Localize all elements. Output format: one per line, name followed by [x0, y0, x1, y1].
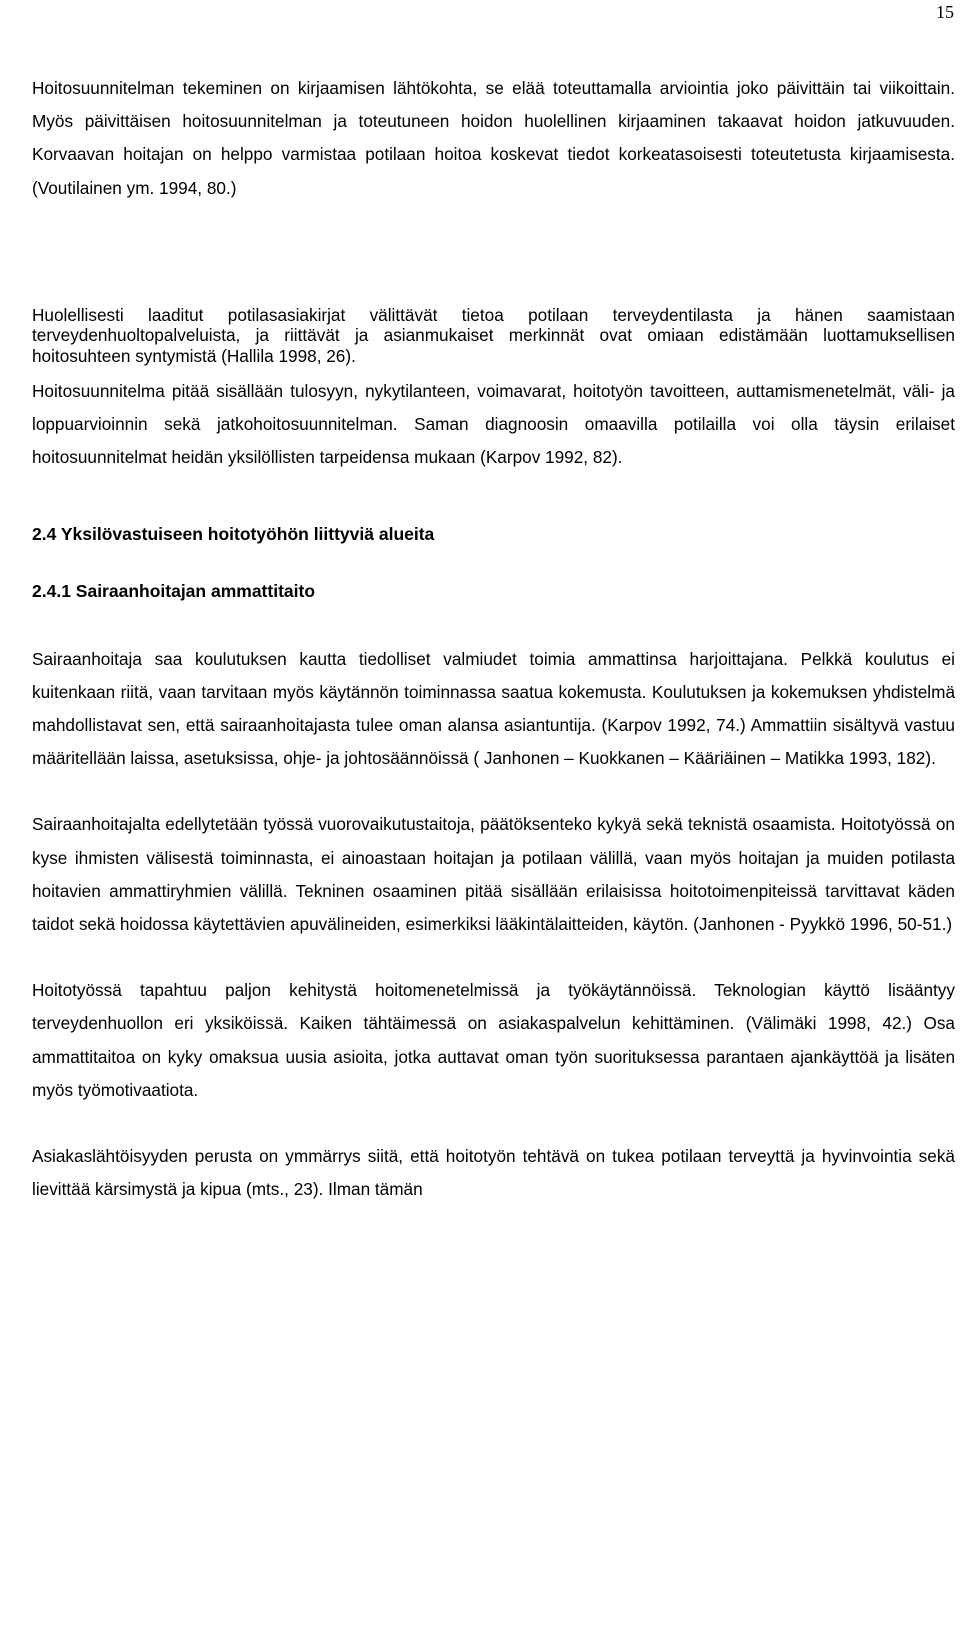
page-number: 15	[936, 2, 954, 22]
subsection-heading: 2.4.1 Sairaanhoitajan ammattitaito	[32, 580, 316, 601]
paragraph-5: Sairaanhoitajalta edellytetään työssä vuorovaikutustaitoja, päätöksenteko kykyä sekä teknistä osaamista. Hoitotyössä on kyse ihmisten välisestä toiminnasta, ei ainoastaan hoitajan ja potilaan välillä, vaan myös hoitajan ja muiden potilasta hoitavien ammattiryhmien välillä. Tekninen osaaminen pitää sisällään erilaisissa hoitotoimenpiteissä tarvittavat käden taidot sekä hoidossa käytettävien apuvälineiden, esimerkiksi lääkintälaitteiden, käytön. (Janhonen - Pyykkö 1996, 50-51.)	[32, 814, 955, 935]
paragraph-1: Hoitosuunnitelman tekeminen on kirjaamisen lähtökohta, se elää toteuttamalla arviointia joko päivittäin tai viikoittain. Myös päivittäisen hoitosuunnitelman ja toteutuneen hoidon huolellinen kirjaaminen takaavat hoidon jatkuvuuden. Korvaavan hoitajan on helppo varmistaa potilaan hoitoa koskevat tiedot korkeatasoisesti toteutetusta kirjaamisesta. (Voutilainen ym. 1994, 80.)	[32, 78, 955, 198]
paragraph-2: Huolellisesti laaditut potilasasiakirjat välittävät tietoa potilaan terveydentilasta ja hänen saamistaan terveydenhuoltopalveluista, ja riittävät ja asianmukaiset merkinnät ovat omiaan edistämään luottamuksellisen hoitosuhteen syntymistä (Hallila 1998, 26).	[32, 304, 955, 366]
paragraph-4: Sairaanhoitaja saa koulutuksen kautta tiedolliset valmiudet toimia ammattinsa harjoittajana. Pelkkä koulutus ei kuitenkaan riitä, vaan tarvitaan myös käytännön toiminnassa saatua kokemusta. Koulutuksen ja kokemuksen yhdistelmä mahdollistavat sen, että sairaanhoitajasta tulee oman alansa asiantuntija. (Karpov 1992, 74.) Ammattiin sisältyvä vastuu määritellään laissa, asetuksissa, ohje- ja johtosäännöissä ( Janhonen – Kuokkanen – Kääriäinen – Matikka 1993, 182).	[32, 648, 955, 769]
paragraph-3: Hoitosuunnitelma pitää sisällään tulosyyn, nykytilanteen, voimavarat, hoitotyön tavoitteen, auttamismenetelmät, väli- ja loppuarvioinnin sekä jatkohoitosuunnitelman. Saman diagnoosin omaavilla potilailla voi olla täysin erilaiset hoitosuunnitelmat heidän yksilöllisten tarpeidensa mukaan (Karpov 1992, 82).	[32, 381, 955, 468]
section-heading: 2.4 Yksilövastuiseen hoitotyöhön liittyviä alueita	[32, 523, 435, 544]
document-body	[32, 72, 955, 1206]
paragraph-7: Asiakaslähtöisyyden perusta on ymmärrys siitä, että hoitotyön tehtävä on tukea potilaan terveyttä ja hyvinvointia sekä lievittää kärsimystä ja kipua (mts., 23). Ilman tämän	[32, 1146, 955, 1200]
paragraph-6: Hoitotyössä tapahtuu paljon kehitystä hoitomenetelmissä ja työkäytännöissä. Teknologian käyttö lisääntyy terveydenhuollon eri yksiköissä. Kaiken tähtäimessä on asiakaspalvelun kehittäminen. (Välimäki 1998, 42.) Osa ammattitaitoa on kyky omaksua uusia asioita, jotka auttavat oman työn suorituksessa parantaen ajankäyttöä ja lisäten myös työmotivaatiota.	[32, 980, 955, 1100]
